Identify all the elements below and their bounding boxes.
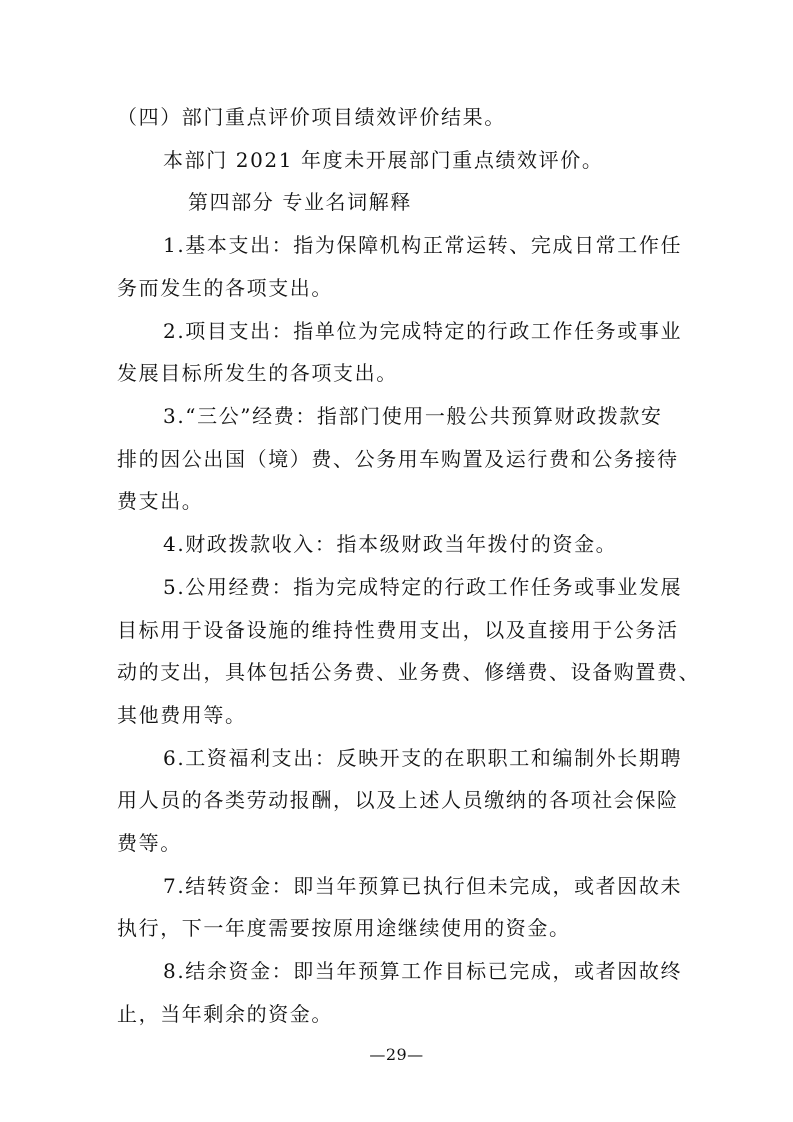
paragraph-line: 目标用于设备设施的维持性费用支出，以及直接用于公务活	[117, 618, 679, 642]
paragraph-line: 发展目标所发生的各项支出。	[117, 361, 398, 385]
paragraph-line: 用人员的各类劳动报酬，以及上述人员缴纳的各项社会保险	[117, 788, 679, 812]
paragraph-line: 务而发生的各项支出。	[117, 276, 333, 300]
paragraph-line: 4.财政拨款收入：指本级财政当年拨付的资金。	[163, 532, 618, 556]
paragraph-line: 本部门 2021 年度未开展部门重点绩效评价。	[163, 148, 604, 172]
paragraph-line: 1.基本支出：指为保障机构正常运转、完成日常工作任	[163, 233, 683, 257]
paragraph-line: 动的支出，具体包括公务费、业务费、修缮费、设备购置费、	[117, 660, 701, 684]
paragraph-line: 7.结转资金：即当年预算已执行但未完成，或者因故未	[163, 874, 683, 898]
paragraph-line: 8.结余资金：即当年预算工作目标已完成，或者因故终	[163, 959, 683, 983]
page-number: —29—	[369, 1045, 424, 1064]
paragraph-line: 3.“三公”经费：指部门使用一般公共预算财政拨款安	[163, 404, 663, 428]
paragraph-line: 费支出。	[117, 489, 204, 513]
paragraph-line: 执行，下一年度需要按原用途继续使用的资金。	[117, 916, 571, 940]
paragraph-line: 费等。	[117, 831, 182, 855]
paragraph-line: 6.工资福利支出：反映开支的在职职工和编制外长期聘	[163, 746, 683, 770]
paragraph-line: 2.项目支出：指单位为完成特定的行政工作任务或事业	[163, 319, 683, 343]
paragraph-line: 5.公用经费：指为完成特定的行政工作任务或事业发展	[163, 575, 683, 599]
part-heading: 第四部分 专业名词解释	[188, 190, 412, 214]
paragraph-line: 止，当年剩余的资金。	[117, 1002, 333, 1026]
paragraph-line: 其他费用等。	[117, 703, 247, 727]
paragraph-line: 排的因公出国（境）费、公务用车购置及运行费和公务接待	[117, 447, 679, 471]
section-heading-4: （四）部门重点评价项目绩效评价结果。	[117, 105, 506, 129]
